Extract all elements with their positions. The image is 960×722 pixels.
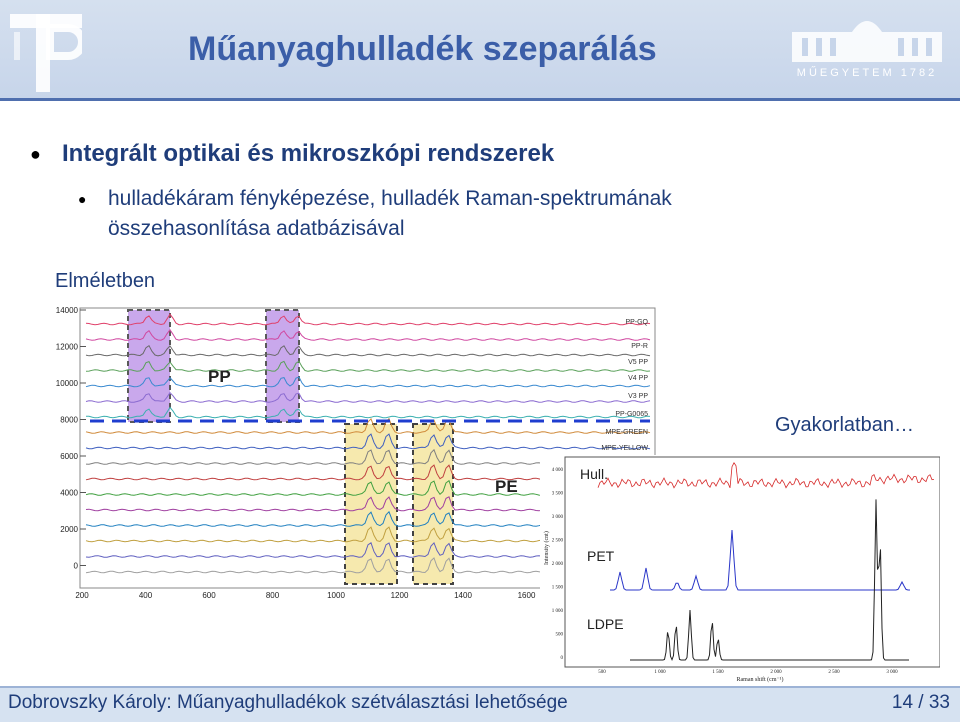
left-caption: Elméletben bbox=[55, 270, 156, 292]
pet-label: PET bbox=[587, 548, 615, 564]
x-axis-ticks bbox=[75, 591, 536, 600]
x-tick-label: 200 bbox=[75, 591, 89, 600]
measured-spectrum-chart bbox=[540, 455, 940, 685]
bullet-main-text: Integrált optikai és mikroszkópi rendszerek bbox=[62, 140, 555, 167]
bullet-icon: ● bbox=[78, 191, 87, 207]
x-tick-label: 2 000 bbox=[770, 670, 782, 675]
y-tick-label: 2 500 bbox=[551, 538, 563, 544]
x-tick-label: 1 500 bbox=[712, 670, 724, 675]
y-tick-label: 14000 bbox=[55, 306, 78, 315]
logo-icon bbox=[10, 14, 82, 92]
pp-group-label: PP bbox=[208, 367, 231, 386]
y-tick-label: 3 000 bbox=[551, 515, 563, 520]
series-label: MPE-YELLOW bbox=[601, 445, 648, 452]
y-tick-label: 3 500 bbox=[551, 491, 563, 497]
page-title: Műanyaghulladék szeparálás bbox=[188, 30, 657, 68]
logo-text: MŰEGYETEM 1782 bbox=[796, 67, 938, 79]
header-bar bbox=[0, 0, 960, 98]
page-number: 14 / 33 bbox=[891, 692, 950, 713]
hull-label: Hull. bbox=[580, 466, 609, 482]
y-tick-label: 6000 bbox=[60, 452, 78, 461]
bullet-icon: ● bbox=[30, 144, 41, 164]
right-caption: Gyakorlatban… bbox=[775, 414, 914, 436]
y-tick-label: 4000 bbox=[60, 488, 78, 498]
x-tick-label: 3 000 bbox=[886, 670, 898, 675]
y-tick-label: 2 000 bbox=[551, 562, 563, 567]
y-axis-label: Intensity (cnt) bbox=[544, 531, 550, 565]
y-tick-label: 4 000 bbox=[551, 468, 563, 473]
series-label: PP-R bbox=[631, 343, 648, 350]
y-tick-label: 8000 bbox=[60, 415, 78, 425]
series-label: V4 PP bbox=[628, 375, 648, 382]
x-tick-label: 500 bbox=[598, 670, 606, 675]
x-tick-label: 2 500 bbox=[828, 670, 840, 675]
university-logo-icon bbox=[782, 10, 952, 82]
y-tick-label: 1 000 bbox=[551, 609, 563, 614]
bullet-sub-line2: összehasonlítása adatbázisával bbox=[108, 217, 405, 240]
series-label: PP-GQ bbox=[625, 319, 648, 326]
y-tick-label: 12000 bbox=[55, 342, 78, 352]
footer-text: Dobrovszky Károly: Műanyaghulladékok szétválasztási lehetősége bbox=[8, 692, 568, 713]
x-tick-label: 400 bbox=[138, 591, 153, 600]
y-tick-label: 10000 bbox=[55, 379, 78, 388]
x-tick-label: 1400 bbox=[454, 591, 472, 600]
x-tick-label: 800 bbox=[265, 591, 280, 600]
y-tick-label: 1 500 bbox=[551, 585, 563, 591]
pp-highlight-box bbox=[128, 310, 170, 422]
x-axis-label: Raman shift (cm⁻¹) bbox=[736, 677, 784, 683]
x-tick-label: 600 bbox=[202, 591, 216, 600]
bullet-sub-text bbox=[108, 184, 808, 244]
y-tick-label: 0 bbox=[73, 561, 78, 571]
y-tick-label: 500 bbox=[555, 632, 563, 638]
footer-bar bbox=[0, 686, 960, 722]
ldpe-label: LDPE bbox=[587, 616, 624, 632]
header-divider bbox=[0, 98, 960, 101]
x-tick-label: 1200 bbox=[390, 591, 409, 600]
y-tick-label: 2000 bbox=[60, 525, 78, 534]
series-label: V3 PP bbox=[628, 393, 648, 400]
x-tick-label: 1000 bbox=[327, 591, 345, 600]
y-tick-label: 0 bbox=[560, 656, 563, 661]
series-label: MPE-GREEN bbox=[605, 429, 648, 436]
x-tick-label: 1 000 bbox=[654, 670, 666, 675]
series-label: PP-G0065 bbox=[615, 411, 648, 418]
x-tick-label: 1600 bbox=[517, 591, 536, 600]
plot-area bbox=[565, 457, 940, 667]
pe-group-label: PE bbox=[495, 477, 518, 496]
bullet-sub-line1: hulladékáram fényképezése, hulladék Raman-spektrumának bbox=[108, 187, 672, 210]
series-label: V5 PP bbox=[628, 359, 648, 366]
